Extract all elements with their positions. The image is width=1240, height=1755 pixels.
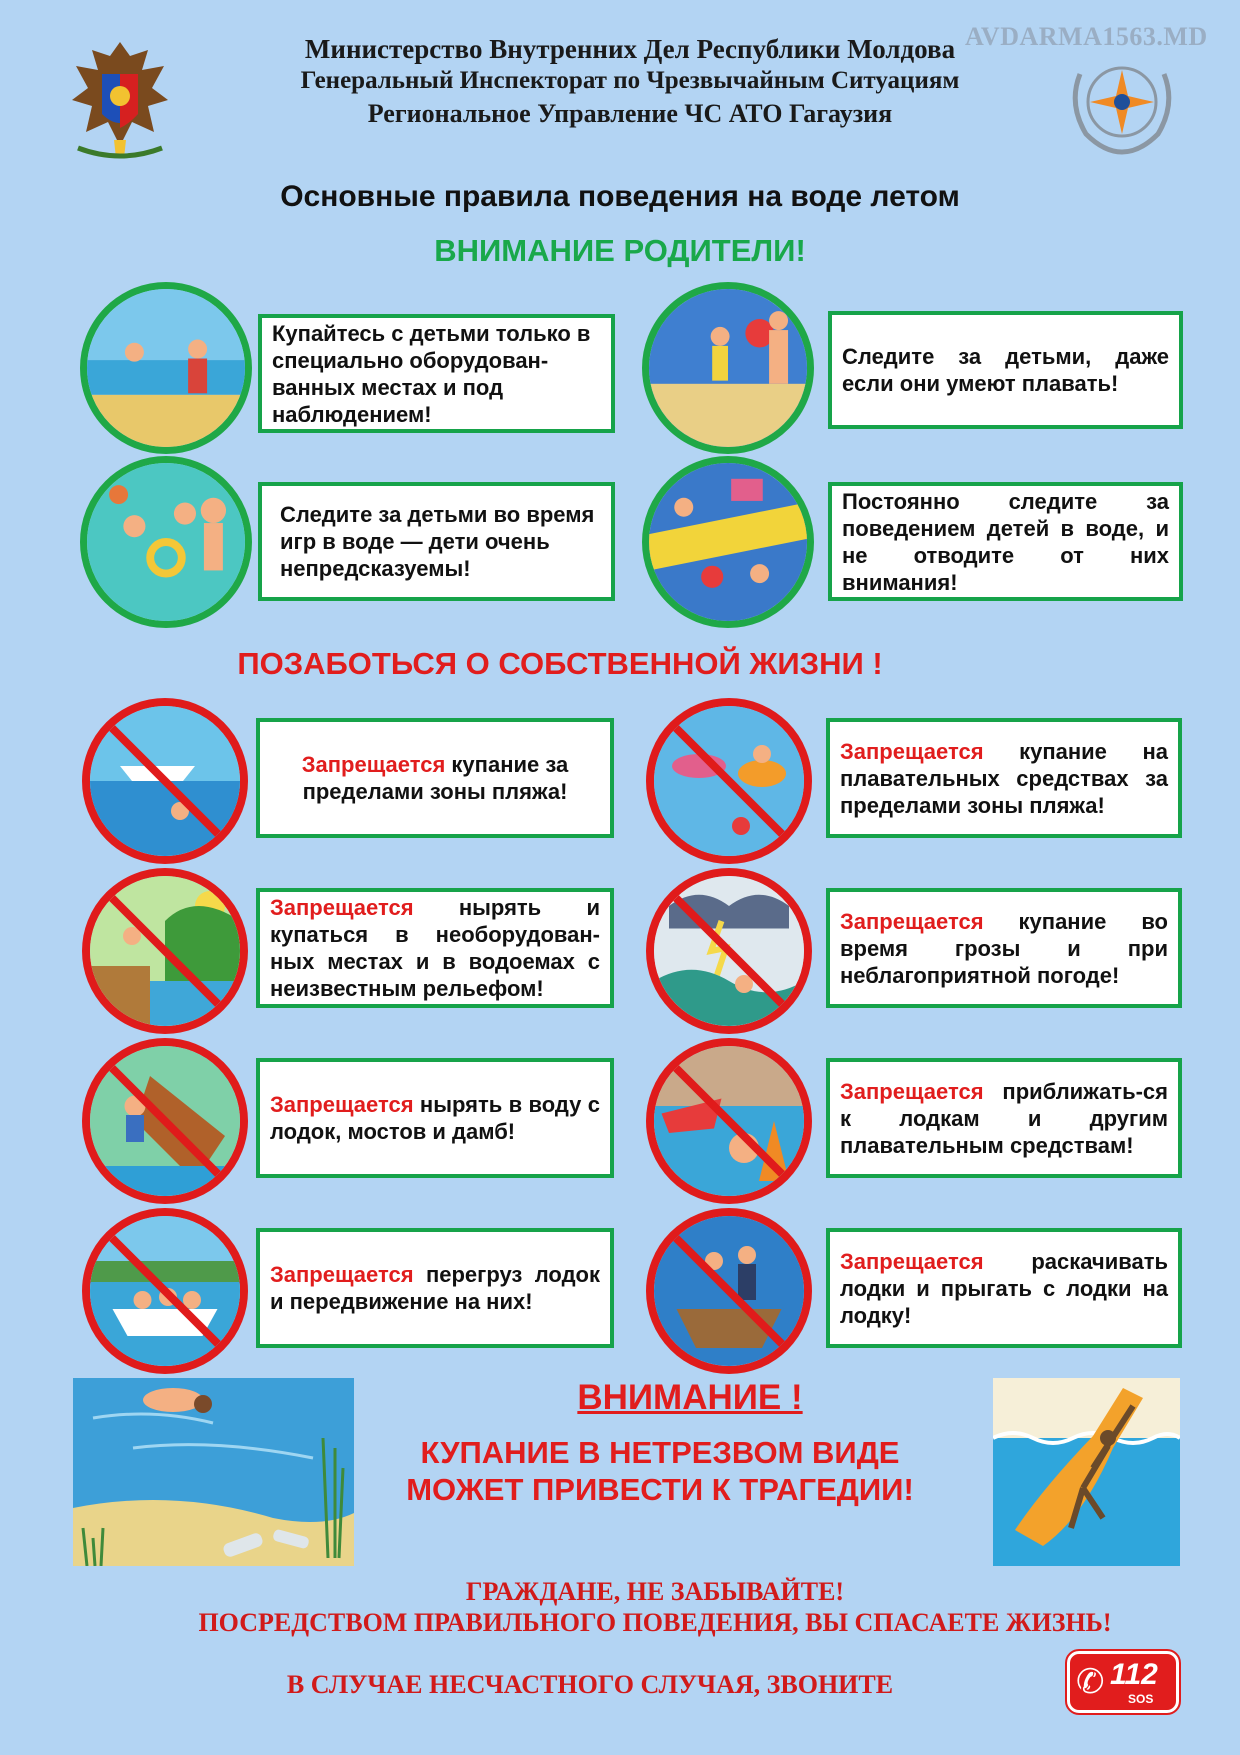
prohibited-boat-rocking-icon (646, 1208, 812, 1374)
attention-line-1: КУПАНИЕ В НЕТРЕЗВОМ ВИДЕ (420, 1435, 900, 1470)
prohibited-overloading-boats-icon (82, 1208, 248, 1374)
phone-icon: ✆ (1076, 1663, 1105, 1701)
prohibited-diving-from-boats-icon (82, 1038, 248, 1204)
children-beach-illustration (642, 282, 814, 454)
moldova-coat-of-arms-icon (68, 36, 172, 162)
forbidden-label: Запрещается (840, 738, 984, 764)
prohibited-approaching-boats-icon (646, 1038, 812, 1204)
forbidden-rule-4: Запрещается купание во время грозы и при неблагоприятной погоде! (826, 888, 1182, 1008)
forbidden-label: Запрещается (270, 895, 414, 920)
main-title: Основные правила поведения на воде летом (280, 180, 960, 213)
forbidden-label: Запрещается (840, 1248, 984, 1274)
drunk-swimmer-illustration (73, 1378, 354, 1566)
parents-rule-2: Следите за детьми, даже если они умеют плавать! (828, 311, 1183, 429)
bottle-figure-illustration (993, 1378, 1180, 1566)
header-inspectorate: Генеральный Инспекторат по Чрезвычайным Ситуациям (300, 67, 960, 94)
parents-rule-1: Купайтесь с детьми только в специально оборудован-ванных местах и под наблюдением! (258, 314, 615, 433)
forbidden-rule-3: Запрещается нырять и купаться в необорудован-ных местах и в водоемах с неизвестным рельефом! (256, 888, 614, 1008)
forbidden-label: Запрещается (840, 1078, 984, 1104)
forbidden-rule-6: Запрещается приближать-ся к лодкам и другим плавательным средствам! (826, 1058, 1182, 1178)
attention-title: ВНИМАНИЕ ! (577, 1378, 803, 1417)
footer-line-3: В СЛУЧАЕ НЕСЧАСТНОГО СЛУЧАЯ, ЗВОНИТЕ (286, 1670, 894, 1699)
watermark: AVDARMA1563.MD (965, 22, 1208, 51)
forbidden-rule-7: Запрещается перегруз лодок и передвижение на них! (256, 1228, 614, 1348)
child-in-water-illustration (642, 456, 814, 628)
parents-rule-4: Постоянно следите за поведением детей в воде, и не отводите от них внимания! (828, 482, 1183, 601)
beach-family-illustration (80, 282, 252, 454)
forbidden-label: Запрещается (301, 752, 446, 777)
header-regional: Региональное Управление ЧС АТО Гагаузия (367, 99, 893, 128)
footer-line-2: ПОСРЕДСТВОМ ПРАВИЛЬНОГО ПОВЕДЕНИЯ, ВЫ СПАСАЕТЕ ЖИЗНЬ! (198, 1608, 1112, 1637)
parents-rule-3: Следите за детьми во время игр в воде — дети очень непредсказуемы! (258, 482, 615, 601)
forbidden-rule-5: Запрещается нырять в воду с лодок, мостов и дамб! (256, 1058, 614, 1178)
section-parents-title: ВНИМАНИЕ РОДИТЕЛИ! (434, 233, 806, 268)
prohibited-unequipped-places-icon (82, 868, 248, 1034)
emergency-112-badge (1067, 1651, 1179, 1713)
attention-line-2: МОЖЕТ ПРИВЕСТИ К ТРАГЕДИИ! (406, 1472, 914, 1507)
section-self-title: ПОЗАБОТЬСЯ О СОБСТВЕННОЙ ЖИЗНИ ! (237, 646, 883, 681)
prohibited-floats-beyond-zone-icon (646, 698, 812, 864)
forbidden-rule-1: Запрещается купание за пределами зоны пляжа! (256, 718, 614, 838)
phone-sub: SOS (1128, 1692, 1154, 1706)
children-playing-water-illustration (80, 456, 252, 628)
forbidden-rule-8: Запрещается раскачивать лодки и прыгать с лодки на лодку! (826, 1228, 1182, 1348)
phone-number: 112 (1110, 1658, 1158, 1691)
prohibited-storm-swimming-icon (646, 868, 812, 1034)
forbidden-label: Запрещается (840, 908, 984, 934)
prohibited-swim-beyond-zone-icon (82, 698, 248, 864)
forbidden-rule-2: Запрещается купание на плавательных средствах за пределами зоны пляжа! (826, 718, 1182, 838)
forbidden-label: Запрещается (270, 1092, 414, 1117)
header-ministry: Министерство Внутренних Дел Республики Молдова (304, 34, 956, 64)
forbidden-label: Запрещается (270, 1262, 414, 1287)
emergency-emblem-icon (1062, 44, 1182, 158)
footer-line-1: ГРАЖДАНЕ, НЕ ЗАБЫВАЙТЕ! (465, 1577, 845, 1606)
